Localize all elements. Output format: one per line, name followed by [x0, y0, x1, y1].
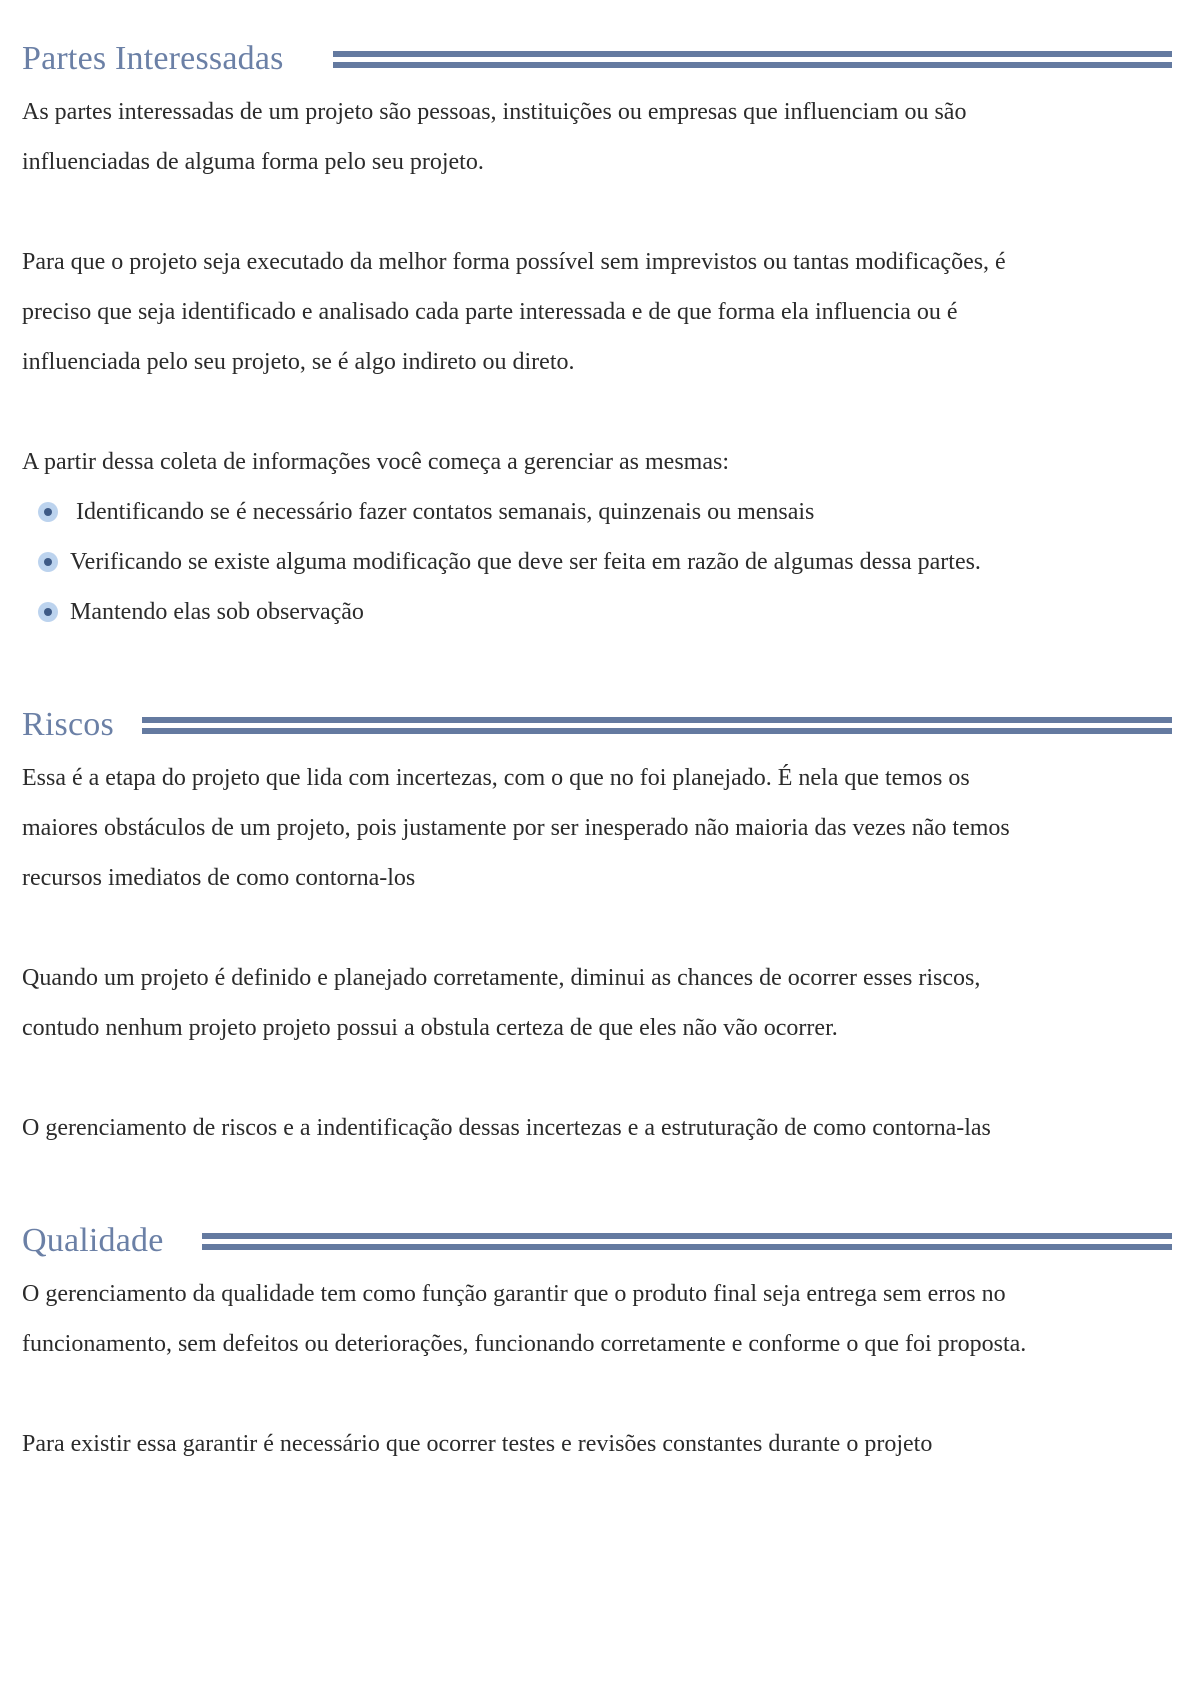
section-heading	[22, 1213, 1172, 1269]
paragraph-line: A partir dessa coleta de informações você começa a gerenciar as mesmas:	[22, 449, 730, 475]
paragraph-line: preciso que seja identificado e analisado cada parte interessada e de que forma ela influencia ou é	[22, 299, 958, 325]
paragraph-line: influenciada pelo seu projeto, se é algo indireto ou direto.	[22, 349, 575, 375]
paragraph-line: recursos imediatos de como contorna-los	[22, 865, 416, 891]
paragraph-line: Quando um projeto é definido e planejado corretamente, diminui as chances de ocorrer esses riscos,	[22, 965, 981, 991]
list-item	[22, 537, 1172, 587]
heading-rule	[333, 48, 1172, 70]
heading-rule	[202, 1230, 1172, 1252]
paragraph-line: O gerenciamento da qualidade tem como função garantir que o produto final seja entrega sem erros no	[22, 1281, 1006, 1307]
radio-dot-icon	[38, 602, 58, 622]
radio-dot-icon	[38, 552, 58, 572]
bullet-list	[22, 487, 1172, 637]
paragraph-line: maiores obstáculos de um projeto, pois justamente por ser inesperado não maioria das vezes não temos	[22, 815, 1010, 841]
list-item-text: Verificando se existe alguma modificação que deve ser feita em razão de algumas dessa partes.	[70, 549, 981, 575]
list-item-text: Identificando se é necessário fazer contatos semanais, quinzenais ou mensais	[70, 499, 815, 525]
paragraph-line: As partes interessadas de um projeto são pessoas, instituições ou empresas que influenciam ou são	[22, 99, 967, 125]
paragraph-line: Para que o projeto seja executado da melhor forma possível sem imprevistos ou tantas modificações, é	[22, 249, 1006, 275]
section-title: Qualidade	[22, 1222, 164, 1259]
section-qualidade	[22, 1213, 1172, 1469]
heading-rule	[142, 714, 1172, 736]
paragraph-line: Para existir essa garantir é necessário que ocorrer testes e revisões constantes durante o projeto	[22, 1431, 933, 1457]
list-item	[22, 487, 1172, 537]
paragraph-line: O gerenciamento de riscos e a indentificação dessas incertezas e a estruturação de como contorna-las	[22, 1115, 991, 1141]
section-riscos	[22, 697, 1172, 1153]
section-heading	[22, 31, 1172, 87]
section-partes-interessadas	[22, 31, 1172, 637]
section-title: Riscos	[22, 706, 114, 743]
list-item-text: Mantendo elas sob observação	[70, 599, 364, 625]
paragraph-line: contudo nenhum projeto projeto possui a obstula certeza de que eles não vão ocorrer.	[22, 1015, 838, 1041]
section-heading	[22, 697, 1172, 753]
list-item	[22, 587, 1172, 637]
section-title: Partes Interessadas	[22, 40, 284, 77]
radio-dot-icon	[38, 502, 58, 522]
paragraph-line: Essa é a etapa do projeto que lida com incertezas, com o que no foi planejado. É nela que temos os	[22, 765, 970, 791]
paragraph-line: funcionamento, sem defeitos ou deteriorações, funcionando corretamente e conforme o que foi proposta.	[22, 1331, 1027, 1357]
paragraph-line: influenciadas de alguma forma pelo seu projeto.	[22, 149, 484, 175]
